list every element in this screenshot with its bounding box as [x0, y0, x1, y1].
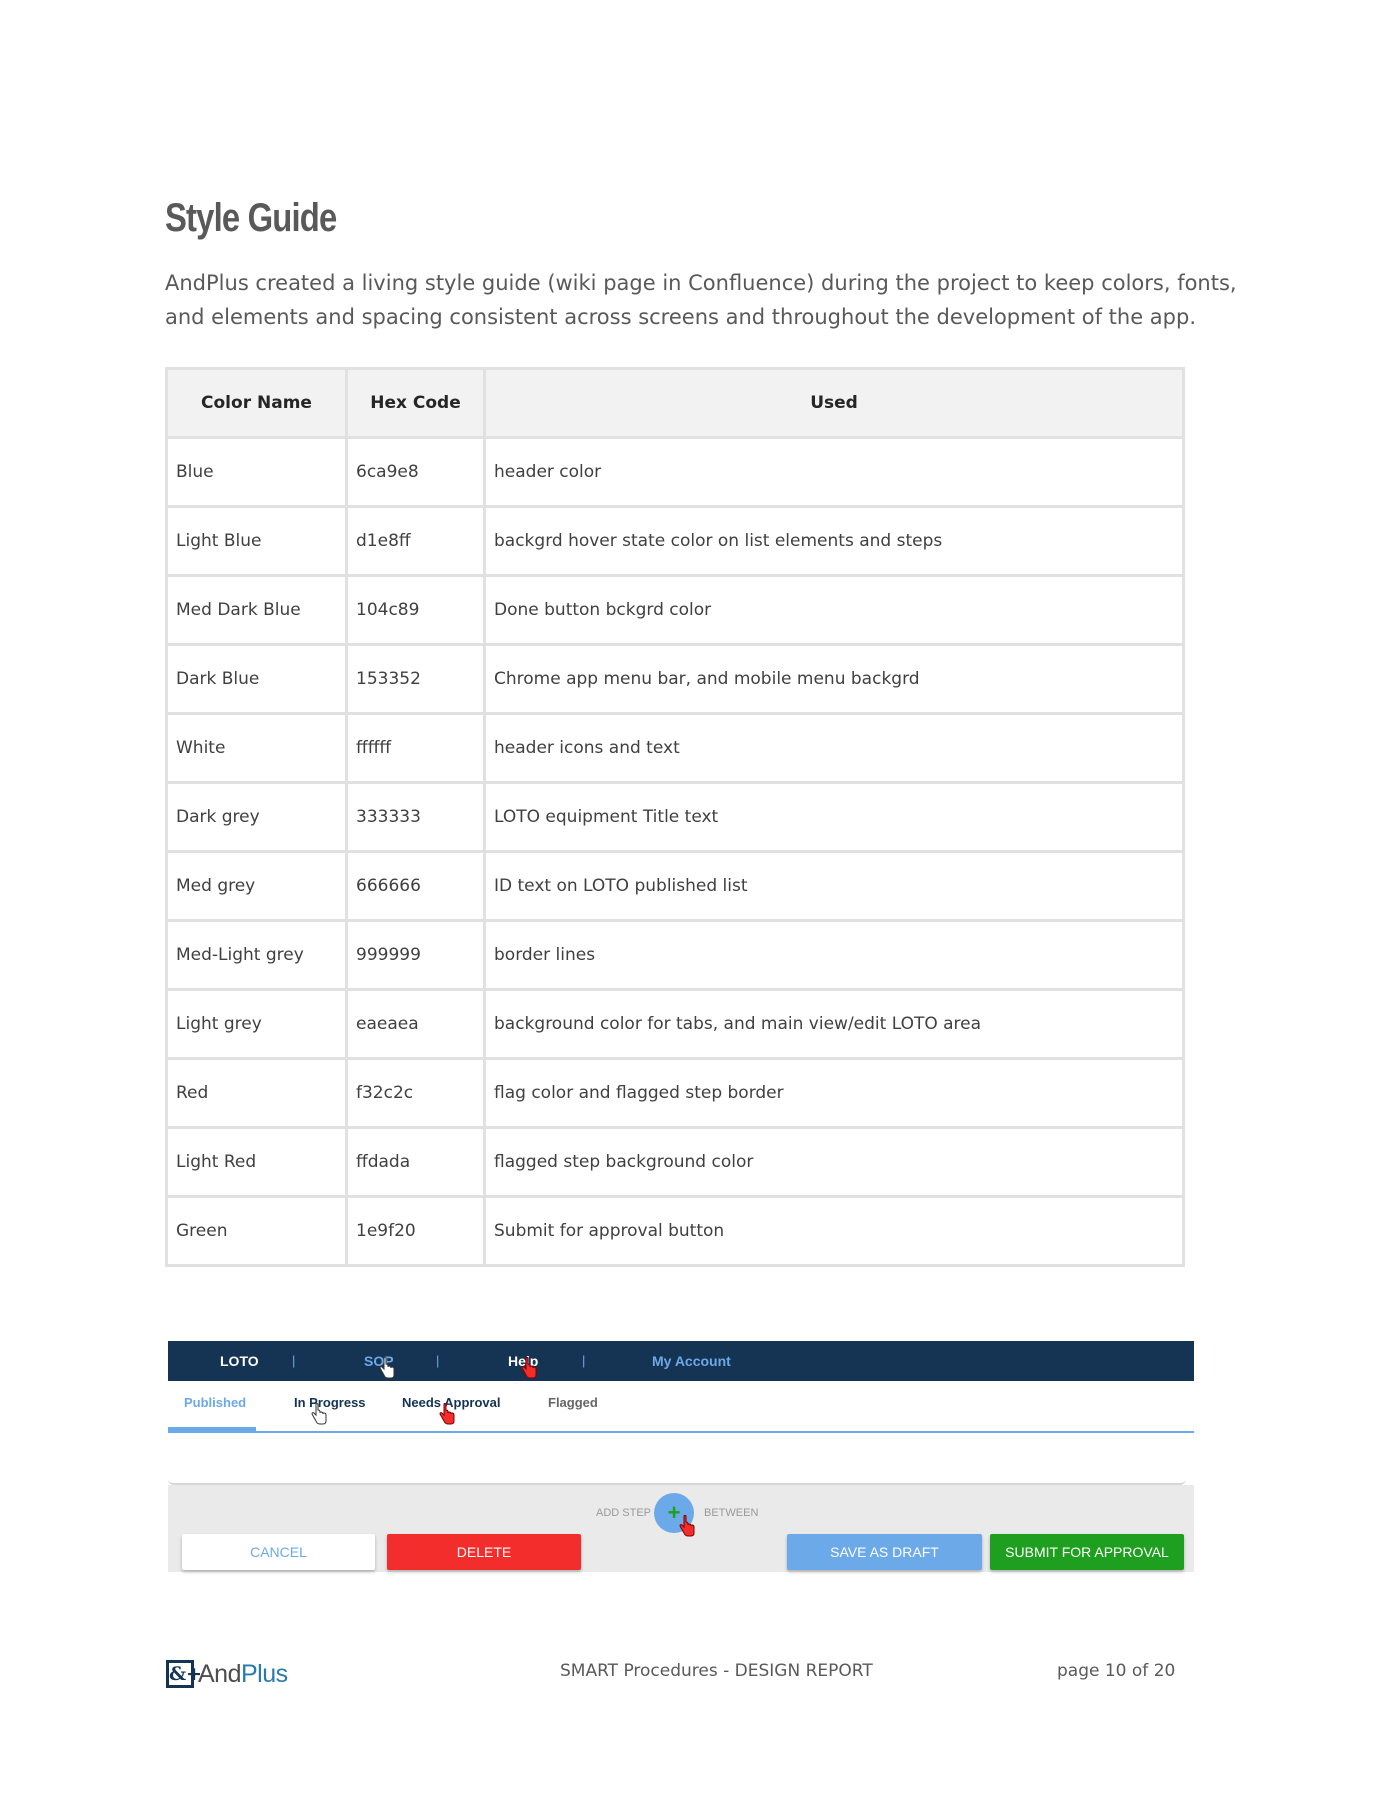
header-color-name: Color Name	[167, 369, 347, 438]
hex-code-cell: 333333	[347, 783, 485, 852]
andplus-logo	[166, 1658, 288, 1690]
content-strip	[168, 1433, 1194, 1485]
hex-code-cell: d1e8ff	[347, 507, 485, 576]
used-cell: Chrome app menu bar, and mobile menu backgrd	[485, 645, 1184, 714]
used-cell: ID text on LOTO published list	[485, 852, 1184, 921]
menu-item-loto[interactable]: LOTO	[220, 1353, 259, 1369]
hex-code-cell: 999999	[347, 921, 485, 990]
table-row	[167, 714, 1184, 783]
delete-button[interactable]: DELETE	[387, 1534, 581, 1570]
table-row	[167, 990, 1184, 1059]
used-cell: header icons and text	[485, 714, 1184, 783]
used-cell: flagged step background color	[485, 1128, 1184, 1197]
tab-needs-approval[interactable]: Needs Approval	[402, 1395, 501, 1410]
menu-item-help[interactable]: Help	[508, 1353, 539, 1369]
hex-code-cell: 1e9f20	[347, 1197, 485, 1266]
menu-separator: |	[582, 1353, 586, 1368]
color-name-cell: Dark Blue	[167, 645, 347, 714]
color-name-cell: White	[167, 714, 347, 783]
hex-code-cell: 153352	[347, 645, 485, 714]
logo-text	[198, 1660, 288, 1689]
color-name-cell: Med grey	[167, 852, 347, 921]
tab-published[interactable]: Published	[184, 1395, 247, 1410]
used-cell: backgrd hover state color on list elements and steps	[485, 507, 1184, 576]
hand-cursor-icon	[310, 1403, 328, 1427]
tab-in-progress[interactable]: In Progress	[294, 1395, 366, 1410]
hand-cursor-icon	[520, 1357, 538, 1381]
content-card	[168, 1433, 1186, 1485]
table-header-row	[167, 369, 1184, 438]
menu-separator: |	[292, 1353, 296, 1368]
color-name-cell: Med-Light grey	[167, 921, 347, 990]
table-row	[167, 438, 1184, 507]
table-row	[167, 1128, 1184, 1197]
hex-code-cell: ffdada	[347, 1128, 485, 1197]
menu-separator: |	[436, 1353, 440, 1368]
used-cell: flag color and flagged step border	[485, 1059, 1184, 1128]
color-name-cell: Red	[167, 1059, 347, 1128]
color-name-cell: Med Dark Blue	[167, 576, 347, 645]
table-row	[167, 1059, 1184, 1128]
tab-bar	[168, 1381, 1194, 1433]
header-hex-code: Hex Code	[347, 369, 485, 438]
logo-mark-icon: &+	[166, 1660, 194, 1688]
hex-code-cell: ffffff	[347, 714, 485, 783]
table-row	[167, 645, 1184, 714]
action-area	[168, 1485, 1194, 1572]
hex-code-cell: 6ca9e8	[347, 438, 485, 507]
logo-text-and: And	[198, 1659, 241, 1688]
intro-paragraph: AndPlus created a living style guide (wiki page in Confluence) during the project to keep colors, fonts, and elements and spacing consistent across screens and throughout the development of the app.	[165, 271, 1237, 329]
color-name-cell: Light grey	[167, 990, 347, 1059]
between-label: BETWEEN	[704, 1507, 759, 1519]
table-row	[167, 783, 1184, 852]
hex-code-cell: 666666	[347, 852, 485, 921]
table-row	[167, 507, 1184, 576]
used-cell: header color	[485, 438, 1184, 507]
color-name-cell: Light Red	[167, 1128, 347, 1197]
color-name-cell: Green	[167, 1197, 347, 1266]
tab-flagged[interactable]: Flagged	[548, 1395, 598, 1410]
color-name-cell: Dark grey	[167, 783, 347, 852]
table-row	[167, 1197, 1184, 1266]
menu-item-my-account[interactable]: My Account	[652, 1353, 731, 1369]
submit-for-approval-button[interactable]: SUBMIT FOR APPROVAL	[990, 1534, 1184, 1570]
footer-page-number: page 10 of 20	[1057, 1661, 1176, 1681]
add-step-button[interactable]: +	[654, 1493, 694, 1533]
hex-code-cell: eaeaea	[347, 990, 485, 1059]
used-cell: Done button bckgrd color	[485, 576, 1184, 645]
table-row	[167, 852, 1184, 921]
hex-code-cell: 104c89	[347, 576, 485, 645]
app-ui-mockup	[168, 1341, 1194, 1572]
add-step-label: ADD STEP	[596, 1507, 652, 1519]
used-cell: border lines	[485, 921, 1184, 990]
used-cell: Submit for approval button	[485, 1197, 1184, 1266]
header-used: Used	[485, 369, 1184, 438]
hand-cursor-icon	[438, 1403, 456, 1427]
table-row	[167, 576, 1184, 645]
table-row	[167, 921, 1184, 990]
hex-code-cell: f32c2c	[347, 1059, 485, 1128]
color-style-table	[165, 367, 1185, 1267]
color-name-cell: Light Blue	[167, 507, 347, 576]
logo-text-plus: Plus	[240, 1659, 288, 1688]
page-title: Style Guide	[165, 196, 337, 240]
color-name-cell: Blue	[167, 438, 347, 507]
used-cell: background color for tabs, and main view/edit LOTO area	[485, 990, 1184, 1059]
app-menu-bar	[168, 1341, 1194, 1381]
save-as-draft-button[interactable]: SAVE AS DRAFT	[787, 1534, 982, 1570]
cancel-button[interactable]: CANCEL	[182, 1534, 375, 1570]
footer-document-title: SMART Procedures - DESIGN REPORT	[560, 1661, 873, 1681]
hand-cursor-icon	[678, 1515, 696, 1539]
used-cell: LOTO equipment Title text	[485, 783, 1184, 852]
hand-cursor-icon	[378, 1357, 396, 1381]
menu-item-sop[interactable]: SOP	[364, 1353, 394, 1369]
